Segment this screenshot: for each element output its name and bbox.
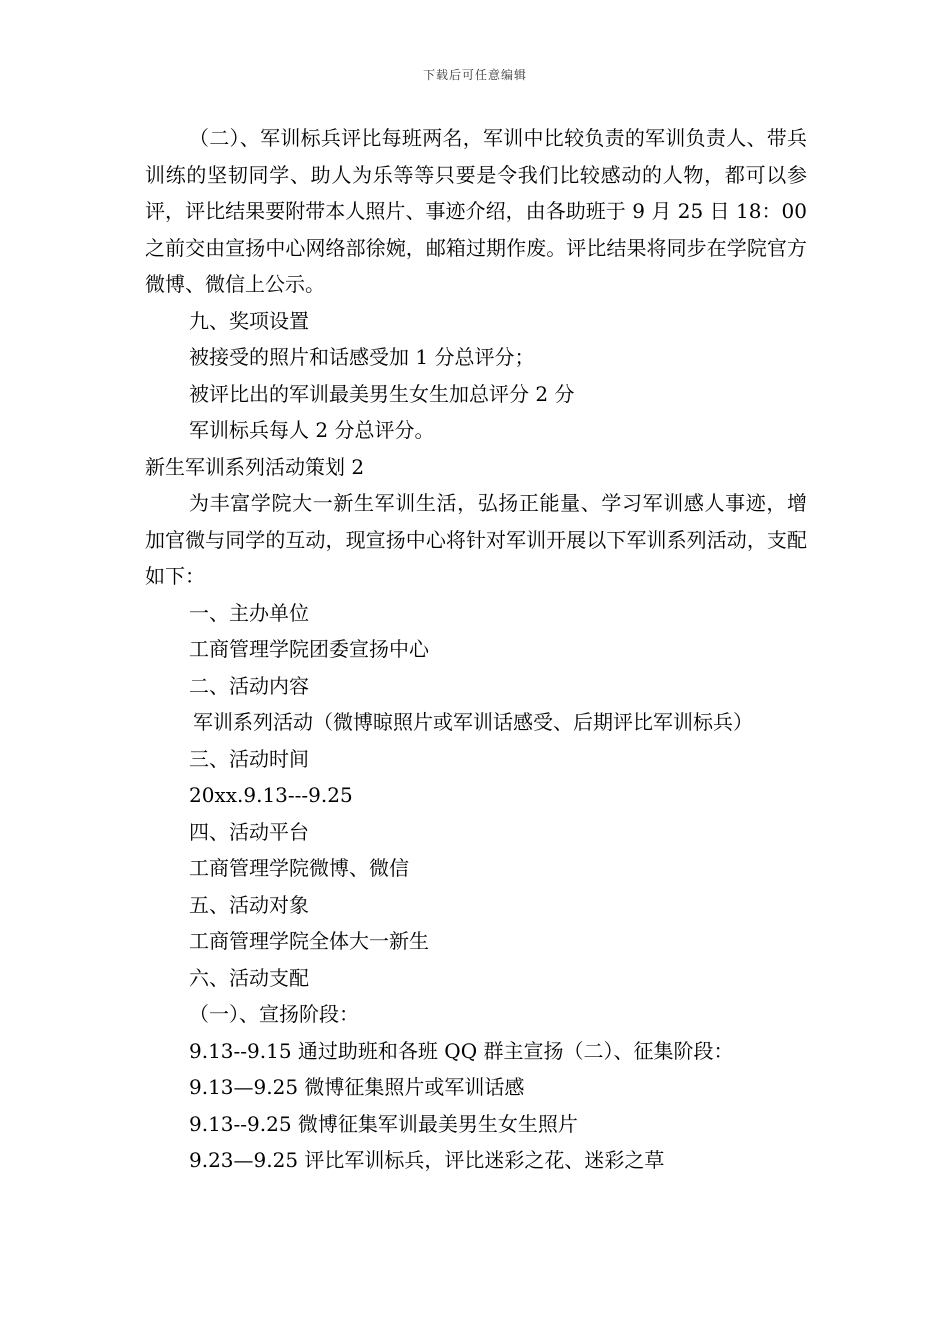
paragraph-content: 军训系列活动（微博晾照片或军训话感受、后期评比军训标兵） (193, 710, 753, 734)
paragraph-award-1: 被接受的照片和话感受加 1 分总评分； (189, 345, 535, 369)
paragraph-award-2: 被评比出的军训最美男生女生加总评分 2 分 (189, 381, 575, 406)
document-body (145, 120, 807, 1179)
section-heading-time: 三、活动时间 (189, 746, 309, 771)
section-heading-content: 二、活动内容 (189, 673, 309, 698)
section-heading-arrangement: 六、活动支配 (189, 965, 309, 990)
paragraph-platform: 工商管理学院微博、微信 (189, 856, 409, 880)
schedule-item-4: 9.23—9.25 评比军训标兵，评比迷彩之花、迷彩之草 (189, 1148, 665, 1172)
paragraph-award-3: 军训标兵每人 2 分总评分。 (189, 418, 435, 442)
schedule-item-2: 9.13—9.25 微博征集照片或军训话感 (189, 1075, 525, 1099)
paragraph-intro: 为丰富学院大一新生军训生活，弘扬正能量、学习军训感人事迹，增加官微与同学的互动，现宣扬中心将针对军训开展以下军训系列活动，支配如下： (145, 491, 807, 588)
section-heading-organizer: 一、主办单位 (189, 600, 309, 625)
paragraph-organizer: 工商管理学院团委宣扬中心 (189, 637, 429, 661)
schedule-item-3: 9.13--9.25 微博征集军训最美男生女生照片 (189, 1111, 578, 1136)
paragraph-time: 20xx.9.13---9.25 (189, 783, 353, 807)
section-heading-awards: 九、奖项设置 (189, 308, 309, 333)
document-subtitle: 新生军训系列活动策划 2 (145, 454, 365, 479)
paragraph-1: （二）、军训标兵评比每班两名，军训中比较负责的军训负责人、带兵训练的坚韧同学、助人为乐等等只要是令我们比较感动的人物，都可以参评，评比结果要附带本人照片、事迹介绍，由各助班于 9 月 25 日 18：00 之前交由宣扬中心网络部徐婉，邮箱过期作废。评比结果将同步在学院官方微博、微信上公示。 (145, 126, 807, 296)
schedule-item-1: 9.13--9.15 通过助班和各班 QQ 群主宣扬（二）、征集阶段： (189, 1038, 734, 1063)
sub-heading-promotion: （一）、宣扬阶段： (189, 1002, 359, 1026)
section-heading-audience: 五、活动对象 (189, 892, 309, 917)
section-heading-platform: 四、活动平台 (189, 819, 309, 844)
page-header: 下载后可任意编辑 (422, 68, 527, 82)
paragraph-audience: 工商管理学院全体大一新生 (189, 929, 429, 953)
